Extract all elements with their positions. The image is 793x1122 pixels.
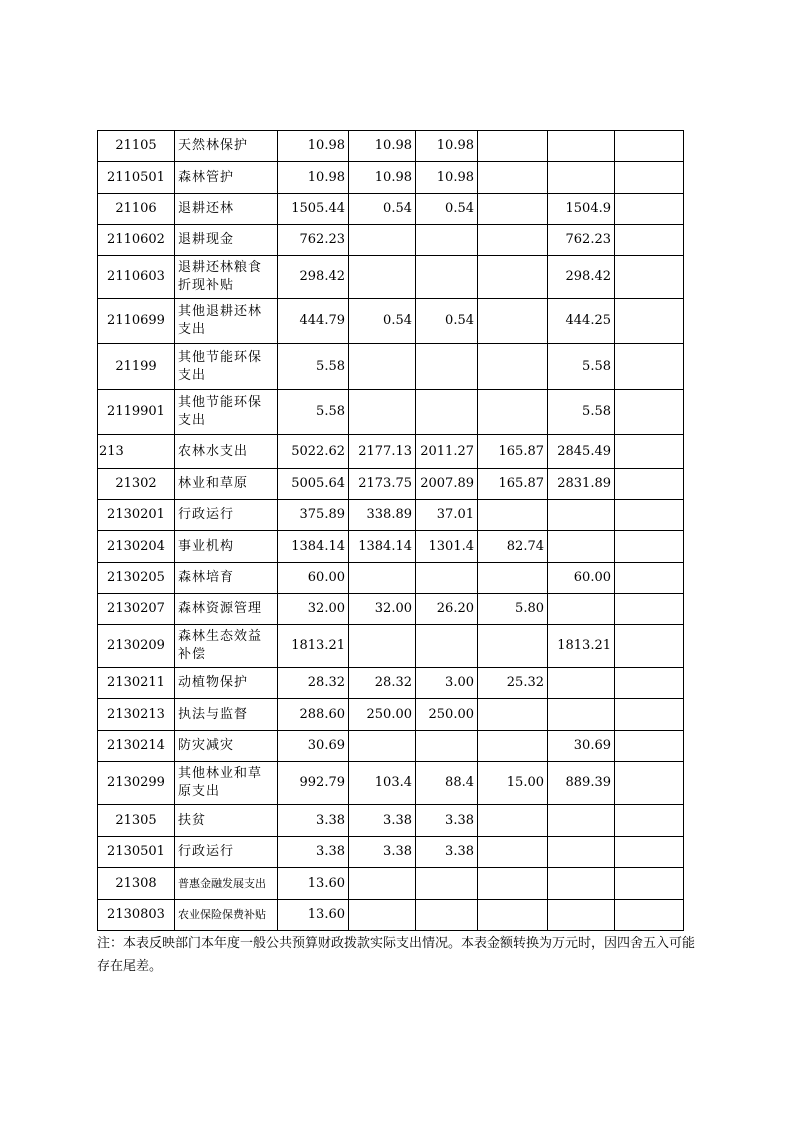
function-code-cell: 2130201 xyxy=(98,500,175,531)
function-name-cell: 其他节能环保支出 xyxy=(175,390,278,435)
amount-cell-c5 xyxy=(548,837,615,868)
amount-cell-c4 xyxy=(478,563,548,594)
table-row xyxy=(98,344,684,390)
amount-cell-c6 xyxy=(615,299,684,344)
amount-cell-c2: 0.54 xyxy=(349,194,416,225)
function-name-cell: 动植物保护 xyxy=(175,668,278,699)
function-code-cell: 2110603 xyxy=(98,256,175,299)
amount-cell-c2: 338.89 xyxy=(349,500,416,531)
amount-cell-c5: 444.25 xyxy=(548,299,615,344)
amount-cell-c3 xyxy=(416,344,478,390)
amount-cell-c2: 103.4 xyxy=(349,762,416,805)
amount-cell-c1: 1813.21 xyxy=(278,625,349,668)
function-code-cell: 2130501 xyxy=(98,837,175,868)
function-code-cell: 21308 xyxy=(98,868,175,900)
function-name-cell: 天然林保护 xyxy=(175,131,278,162)
amount-cell-c4 xyxy=(478,131,548,162)
amount-cell-c3: 0.54 xyxy=(416,299,478,344)
amount-cell-c5 xyxy=(548,805,615,837)
amount-cell-c5 xyxy=(548,868,615,900)
amount-cell-c6 xyxy=(615,668,684,699)
table-row xyxy=(98,225,684,256)
table-row xyxy=(98,837,684,868)
amount-cell-c5 xyxy=(548,699,615,731)
function-code-cell: 2130213 xyxy=(98,699,175,731)
amount-cell-c2 xyxy=(349,731,416,762)
amount-cell-c2 xyxy=(349,625,416,668)
function-name-cell: 退耕还林粮食折现补贴 xyxy=(175,256,278,299)
amount-cell-c6 xyxy=(615,594,684,625)
amount-cell-c1: 288.60 xyxy=(278,699,349,731)
table-row xyxy=(98,699,684,731)
amount-cell-c3: 3.38 xyxy=(416,837,478,868)
amount-cell-c5: 762.23 xyxy=(548,225,615,256)
function-code-cell: 21305 xyxy=(98,805,175,837)
amount-cell-c3 xyxy=(416,625,478,668)
amount-cell-c5 xyxy=(548,162,615,194)
table-row xyxy=(98,594,684,625)
amount-cell-c2 xyxy=(349,563,416,594)
amount-cell-c4 xyxy=(478,225,548,256)
function-code-cell: 2130214 xyxy=(98,731,175,762)
amount-cell-c3: 2011.27 xyxy=(416,435,478,469)
table-row xyxy=(98,256,684,299)
function-name-cell: 普惠金融发展支出 xyxy=(175,868,278,900)
amount-cell-c5: 1504.9 xyxy=(548,194,615,225)
table-row xyxy=(98,194,684,225)
expenditure-table xyxy=(97,130,684,931)
function-code-cell: 2130209 xyxy=(98,625,175,668)
function-name-cell: 其他林业和草原支出 xyxy=(175,762,278,805)
amount-cell-c3: 10.98 xyxy=(416,131,478,162)
amount-cell-c6 xyxy=(615,762,684,805)
amount-cell-c2: 28.32 xyxy=(349,668,416,699)
function-name-cell: 森林培育 xyxy=(175,563,278,594)
table-note: 注：本表反映部门本年度一般公共预算财政拨款实际支出情况。本表金额转换为万元时，因四舍五入可能存在尾差。 xyxy=(97,936,696,974)
amount-cell-c4 xyxy=(478,162,548,194)
function-code-cell: 2130803 xyxy=(98,900,175,931)
amount-cell-c5: 60.00 xyxy=(548,563,615,594)
amount-cell-c6 xyxy=(615,500,684,531)
amount-cell-c6 xyxy=(615,563,684,594)
amount-cell-c3 xyxy=(416,563,478,594)
amount-cell-c3: 10.98 xyxy=(416,162,478,194)
amount-cell-c6 xyxy=(615,344,684,390)
amount-cell-c2 xyxy=(349,900,416,931)
table-row xyxy=(98,162,684,194)
amount-cell-c4 xyxy=(478,194,548,225)
function-code-cell: 21199 xyxy=(98,344,175,390)
amount-cell-c1: 13.60 xyxy=(278,900,349,931)
amount-cell-c1: 1505.44 xyxy=(278,194,349,225)
function-code-cell: 2130211 xyxy=(98,668,175,699)
amount-cell-c1: 992.79 xyxy=(278,762,349,805)
table-row xyxy=(98,469,684,500)
amount-cell-c5 xyxy=(548,594,615,625)
amount-cell-c1: 5.58 xyxy=(278,344,349,390)
function-name-cell: 事业机构 xyxy=(175,531,278,563)
amount-cell-c1: 375.89 xyxy=(278,500,349,531)
amount-cell-c6 xyxy=(615,162,684,194)
amount-cell-c5 xyxy=(548,531,615,563)
amount-cell-c1: 30.69 xyxy=(278,731,349,762)
function-code-cell: 213 xyxy=(98,435,175,469)
amount-cell-c3 xyxy=(416,900,478,931)
amount-cell-c4 xyxy=(478,256,548,299)
amount-cell-c6 xyxy=(615,805,684,837)
table-row xyxy=(98,531,684,563)
table-row xyxy=(98,762,684,805)
function-code-cell: 2110602 xyxy=(98,225,175,256)
amount-cell-c3: 26.20 xyxy=(416,594,478,625)
function-code-cell: 2130299 xyxy=(98,762,175,805)
function-name-cell: 退耕还林 xyxy=(175,194,278,225)
function-code-cell: 2130204 xyxy=(98,531,175,563)
amount-cell-c6 xyxy=(615,531,684,563)
amount-cell-c2: 250.00 xyxy=(349,699,416,731)
function-name-cell: 退耕现金 xyxy=(175,225,278,256)
function-name-cell: 其他节能环保支出 xyxy=(175,344,278,390)
amount-cell-c3 xyxy=(416,868,478,900)
function-name-cell: 行政运行 xyxy=(175,837,278,868)
amount-cell-c1: 1384.14 xyxy=(278,531,349,563)
function-name-cell: 扶贫 xyxy=(175,805,278,837)
amount-cell-c1: 13.60 xyxy=(278,868,349,900)
amount-cell-c4 xyxy=(478,344,548,390)
amount-cell-c2: 3.38 xyxy=(349,805,416,837)
function-code-cell: 21105 xyxy=(98,131,175,162)
amount-cell-c4: 165.87 xyxy=(478,435,548,469)
function-name-cell: 森林资源管理 xyxy=(175,594,278,625)
amount-cell-c4 xyxy=(478,868,548,900)
amount-cell-c6 xyxy=(615,469,684,500)
function-name-cell: 森林管护 xyxy=(175,162,278,194)
amount-cell-c3: 1301.4 xyxy=(416,531,478,563)
function-name-cell: 农林水支出 xyxy=(175,435,278,469)
amount-cell-c1: 3.38 xyxy=(278,805,349,837)
amount-cell-c6 xyxy=(615,625,684,668)
amount-cell-c5: 889.39 xyxy=(548,762,615,805)
amount-cell-c2: 0.54 xyxy=(349,299,416,344)
function-code-cell: 2119901 xyxy=(98,390,175,435)
function-code-cell: 2130207 xyxy=(98,594,175,625)
amount-cell-c1: 5022.62 xyxy=(278,435,349,469)
table-row xyxy=(98,435,684,469)
amount-cell-c5: 5.58 xyxy=(548,344,615,390)
amount-cell-c2: 3.38 xyxy=(349,837,416,868)
function-code-cell: 2110699 xyxy=(98,299,175,344)
function-name-cell: 林业和草原 xyxy=(175,469,278,500)
amount-cell-c3: 88.4 xyxy=(416,762,478,805)
amount-cell-c2: 32.00 xyxy=(349,594,416,625)
amount-cell-c2 xyxy=(349,225,416,256)
amount-cell-c6 xyxy=(615,435,684,469)
amount-cell-c3: 3.38 xyxy=(416,805,478,837)
table-row xyxy=(98,900,684,931)
amount-cell-c4 xyxy=(478,299,548,344)
function-name-cell: 森林生态效益补偿 xyxy=(175,625,278,668)
amount-cell-c3 xyxy=(416,225,478,256)
amount-cell-c4 xyxy=(478,699,548,731)
function-code-cell: 21302 xyxy=(98,469,175,500)
amount-cell-c4 xyxy=(478,731,548,762)
amount-cell-c3: 250.00 xyxy=(416,699,478,731)
amount-cell-c5: 30.69 xyxy=(548,731,615,762)
function-name-cell: 行政运行 xyxy=(175,500,278,531)
amount-cell-c6 xyxy=(615,731,684,762)
amount-cell-c1: 444.79 xyxy=(278,299,349,344)
amount-cell-c1: 28.32 xyxy=(278,668,349,699)
amount-cell-c1: 32.00 xyxy=(278,594,349,625)
amount-cell-c5: 1813.21 xyxy=(548,625,615,668)
amount-cell-c2: 10.98 xyxy=(349,162,416,194)
amount-cell-c4 xyxy=(478,837,548,868)
function-name-cell: 农业保险保费补贴 xyxy=(175,900,278,931)
amount-cell-c5 xyxy=(548,668,615,699)
amount-cell-c5 xyxy=(548,500,615,531)
amount-cell-c2: 2177.13 xyxy=(349,435,416,469)
amount-cell-c1: 3.38 xyxy=(278,837,349,868)
amount-cell-c4: 82.74 xyxy=(478,531,548,563)
amount-cell-c2 xyxy=(349,390,416,435)
amount-cell-c6 xyxy=(615,225,684,256)
amount-cell-c6 xyxy=(615,131,684,162)
amount-cell-c3: 3.00 xyxy=(416,668,478,699)
table-body xyxy=(98,131,684,931)
amount-cell-c1: 10.98 xyxy=(278,131,349,162)
amount-cell-c3: 2007.89 xyxy=(416,469,478,500)
table-row xyxy=(98,563,684,594)
amount-cell-c4: 165.87 xyxy=(478,469,548,500)
amount-cell-c5: 2831.89 xyxy=(548,469,615,500)
function-name-cell: 防灾减灾 xyxy=(175,731,278,762)
amount-cell-c1: 5005.64 xyxy=(278,469,349,500)
amount-cell-c1: 298.42 xyxy=(278,256,349,299)
amount-cell-c2 xyxy=(349,868,416,900)
amount-cell-c5: 298.42 xyxy=(548,256,615,299)
amount-cell-c2: 10.98 xyxy=(349,131,416,162)
table-row xyxy=(98,731,684,762)
amount-cell-c4: 15.00 xyxy=(478,762,548,805)
function-name-cell: 执法与监督 xyxy=(175,699,278,731)
function-code-cell: 2110501 xyxy=(98,162,175,194)
amount-cell-c4: 25.32 xyxy=(478,668,548,699)
amount-cell-c3: 37.01 xyxy=(416,500,478,531)
amount-cell-c1: 762.23 xyxy=(278,225,349,256)
amount-cell-c5: 2845.49 xyxy=(548,435,615,469)
amount-cell-c2: 1384.14 xyxy=(349,531,416,563)
amount-cell-c2: 2173.75 xyxy=(349,469,416,500)
amount-cell-c6 xyxy=(615,390,684,435)
amount-cell-c1: 10.98 xyxy=(278,162,349,194)
table-row xyxy=(98,668,684,699)
table-row xyxy=(98,131,684,162)
table-row xyxy=(98,625,684,668)
table-row xyxy=(98,805,684,837)
amount-cell-c5 xyxy=(548,900,615,931)
amount-cell-c6 xyxy=(615,868,684,900)
amount-cell-c4 xyxy=(478,900,548,931)
amount-cell-c6 xyxy=(615,837,684,868)
amount-cell-c3 xyxy=(416,731,478,762)
table-row xyxy=(98,390,684,435)
amount-cell-c6 xyxy=(615,699,684,731)
amount-cell-c5: 5.58 xyxy=(548,390,615,435)
table-row xyxy=(98,500,684,531)
amount-cell-c3 xyxy=(416,256,478,299)
function-code-cell: 2130205 xyxy=(98,563,175,594)
amount-cell-c2 xyxy=(349,344,416,390)
table-row xyxy=(98,868,684,900)
amount-cell-c4 xyxy=(478,805,548,837)
amount-cell-c4 xyxy=(478,625,548,668)
amount-cell-c4 xyxy=(478,500,548,531)
amount-cell-c5 xyxy=(548,131,615,162)
function-code-cell: 21106 xyxy=(98,194,175,225)
amount-cell-c6 xyxy=(615,256,684,299)
function-name-cell: 其他退耕还林支出 xyxy=(175,299,278,344)
table-row xyxy=(98,299,684,344)
amount-cell-c6 xyxy=(615,900,684,931)
amount-cell-c1: 60.00 xyxy=(278,563,349,594)
amount-cell-c6 xyxy=(615,194,684,225)
amount-cell-c4 xyxy=(478,390,548,435)
amount-cell-c3: 0.54 xyxy=(416,194,478,225)
amount-cell-c1: 5.58 xyxy=(278,390,349,435)
amount-cell-c2 xyxy=(349,256,416,299)
amount-cell-c4: 5.80 xyxy=(478,594,548,625)
amount-cell-c3 xyxy=(416,390,478,435)
